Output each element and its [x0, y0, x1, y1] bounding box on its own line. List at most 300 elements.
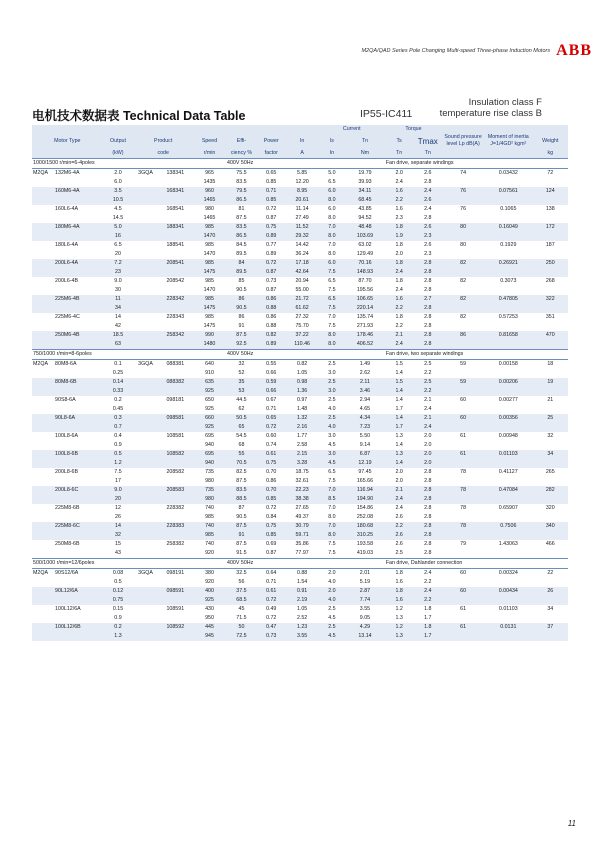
ts-tn: 2.0	[395, 469, 403, 475]
is-in: 8.0	[328, 514, 336, 520]
empty-cell	[442, 304, 484, 313]
empty-cell	[158, 405, 193, 414]
current-a: 20.94	[295, 278, 309, 284]
motor-type: 250M6-4B	[55, 332, 80, 338]
power-factor: 0.59	[266, 379, 277, 385]
is-in: 4.5	[328, 460, 336, 466]
speed: 985	[205, 224, 214, 230]
empty-cell	[54, 531, 103, 540]
empty-cell	[533, 340, 568, 350]
inertia: 0.1065	[500, 206, 517, 212]
speed: 695	[205, 433, 214, 439]
ts-tn: 1.2	[395, 624, 403, 630]
motor-type: 200L8-6B	[55, 469, 79, 475]
empty-cell	[442, 322, 484, 331]
inertia: 0.00948	[498, 433, 518, 439]
product-code: 088382	[166, 379, 185, 385]
table-row	[32, 495, 568, 504]
torque-nm: 154.86	[356, 505, 374, 511]
empty-cell	[133, 387, 157, 396]
torque-nm: 43.85	[358, 206, 372, 212]
weight: 124	[545, 188, 555, 194]
empty-cell	[54, 250, 103, 259]
motor-type: 100L12/6A	[55, 606, 81, 612]
output-kw: 0.2	[114, 397, 122, 403]
product-code: 208583	[166, 487, 185, 493]
empty-cell	[133, 268, 157, 277]
motor-type: 180L6-4A	[55, 242, 79, 248]
current-a: 2.58	[296, 442, 308, 448]
output-kw: 1.2	[114, 460, 122, 466]
product-prefix	[133, 223, 157, 232]
torque-nm: 4.65	[359, 406, 371, 412]
product-code: 098591	[166, 588, 185, 594]
sound-level: 61	[460, 624, 467, 630]
efficiency: 87.5	[236, 523, 247, 529]
current-a: 18.75	[295, 469, 309, 475]
efficiency: 50.5	[236, 415, 247, 421]
table-row	[32, 540, 568, 549]
empty-cell	[533, 178, 568, 187]
tmax-tn: 2.2	[424, 370, 432, 376]
ts-tn: 1.5	[395, 361, 403, 367]
section-drive: Fan drive, separate windings	[385, 159, 568, 169]
product-prefix	[133, 331, 157, 340]
ts-tn: 2.2	[395, 523, 403, 529]
output-kw: 3.5	[114, 188, 122, 194]
sound-level: 61	[460, 451, 467, 457]
speed: 980	[205, 496, 214, 502]
ts-tn: 2.2	[395, 305, 403, 311]
motor-prefix	[32, 432, 54, 441]
ts-tn: 1.8	[395, 260, 403, 266]
inertia: 0.07561	[498, 188, 518, 194]
is-in: 6.0	[328, 206, 336, 212]
motor-type: 80M8-6A	[55, 361, 77, 367]
empty-cell	[133, 441, 157, 450]
empty-cell	[533, 513, 568, 522]
insulation-class: Insulation class F	[468, 97, 542, 108]
speed: 985	[205, 514, 214, 520]
current-a: 30.79	[295, 523, 309, 529]
product-code: 208542	[166, 278, 185, 284]
section-speed: 1000/1500 r/min=6-4poles	[32, 159, 226, 169]
current-a: 8.95	[296, 188, 308, 194]
motor-prefix	[32, 295, 54, 304]
current-a: 3.28	[296, 460, 308, 466]
product-prefix	[133, 540, 157, 549]
tmax-tn: 2.2	[424, 579, 432, 585]
empty-cell	[32, 322, 54, 331]
ts-tn: 1.4	[395, 397, 403, 403]
tmax-tn: 2.5	[424, 361, 432, 367]
product-code: 208582	[166, 469, 185, 475]
product-prefix	[133, 414, 157, 423]
product-code: 108581	[166, 433, 185, 439]
empty-cell	[533, 578, 568, 587]
current-a: 1.54	[296, 579, 308, 585]
is-in: 8.0	[328, 215, 336, 221]
empty-cell	[32, 387, 54, 396]
is-in: 3.0	[328, 451, 336, 457]
torque-nm: 178.46	[356, 332, 374, 338]
empty-cell	[484, 549, 533, 559]
empty-cell	[133, 322, 157, 331]
abb-logo: ABB	[556, 42, 592, 59]
motor-type: 225M8-6C	[55, 523, 80, 529]
table-row	[32, 414, 568, 423]
torque-nm: 180.68	[356, 523, 374, 529]
empty-cell	[533, 387, 568, 396]
speed: 985	[205, 260, 214, 266]
efficiency: 83.5	[236, 224, 247, 230]
empty-cell	[158, 531, 193, 540]
empty-cell	[158, 459, 193, 468]
code-unit: code	[157, 150, 169, 156]
is-in: 6.5	[328, 296, 336, 302]
inertia: 0.0131	[500, 624, 517, 630]
power-factor: 0.69	[266, 541, 277, 547]
empty-cell	[533, 322, 568, 331]
is-in: 4.0	[328, 597, 336, 603]
table-row	[32, 513, 568, 522]
ts-tn: 2.0	[395, 478, 403, 484]
table-row	[32, 432, 568, 441]
is-in: 7.0	[328, 242, 336, 248]
efficiency: 71.5	[236, 615, 247, 621]
tmax-tn: 2.1	[424, 415, 432, 421]
output-kw: 7.5	[114, 469, 122, 475]
torque-nm: 1.49	[359, 361, 371, 367]
sound-level: 86	[460, 332, 467, 338]
is-in: 2.5	[328, 624, 336, 630]
inertia: 0.00158	[498, 361, 518, 367]
speed: 1475	[203, 323, 216, 329]
power-factor: 0.70	[266, 487, 277, 493]
table-row	[32, 549, 568, 559]
empty-cell	[158, 632, 193, 641]
product-prefix	[133, 259, 157, 268]
ts-tn: 1.8	[395, 242, 403, 248]
product-code: 168541	[166, 206, 185, 212]
empty-cell	[158, 441, 193, 450]
weight: 25	[547, 415, 554, 421]
empty-cell	[32, 549, 54, 559]
table-row	[32, 423, 568, 432]
output-kw: 11	[115, 296, 121, 302]
weight: 138	[545, 206, 555, 212]
empty-cell	[442, 596, 484, 605]
product-prefix	[133, 605, 157, 614]
empty-cell	[133, 340, 157, 350]
speed: 650	[205, 397, 214, 403]
empty-cell	[533, 531, 568, 540]
ts-tn: 1.8	[395, 588, 403, 594]
efficiency: 92.5	[236, 341, 247, 347]
torque-nm: 5.19	[359, 579, 371, 585]
table-row	[32, 450, 568, 459]
speed: 1470	[203, 287, 216, 293]
motor-prefix	[32, 540, 54, 549]
current-a: 0.98	[296, 379, 308, 385]
empty-cell	[54, 632, 103, 641]
product-code: 138341	[166, 170, 185, 176]
torque-nm: 193.58	[356, 541, 374, 547]
tmax-tn: 2.8	[424, 514, 432, 520]
empty-cell	[158, 495, 193, 504]
weight: 282	[545, 487, 555, 493]
empty-cell	[484, 632, 533, 641]
sound-header: Sound pressure level Lp dB(A)	[444, 134, 482, 147]
speed: 920	[205, 550, 214, 556]
speed: 940	[205, 442, 214, 448]
motor-type: 100L12/6B	[55, 624, 81, 630]
product-prefix	[133, 587, 157, 596]
is-in: 7.0	[328, 523, 336, 529]
empty-cell	[533, 196, 568, 205]
sound-level: 76	[460, 206, 467, 212]
power-factor: 0.75	[266, 523, 277, 529]
empty-cell	[484, 614, 533, 623]
power-factor: 0.66	[266, 370, 277, 376]
power-factor: 0.66	[266, 388, 277, 394]
power-factor: 0.65	[266, 415, 277, 421]
empty-cell	[442, 495, 484, 504]
torque-nm: 68.45	[358, 197, 372, 203]
empty-cell	[484, 459, 533, 468]
section-voltage: 400V 50Hz	[226, 159, 385, 169]
torque-nm: 70.16	[358, 260, 372, 266]
is-in: 8.0	[328, 233, 336, 239]
empty-cell	[442, 369, 484, 378]
table-row	[32, 405, 568, 414]
is-in: 7.5	[328, 287, 336, 293]
speed: 985	[205, 532, 214, 538]
is-in: 6.5	[328, 469, 336, 475]
empty-cell	[133, 369, 157, 378]
current-a: 5.85	[296, 170, 308, 176]
ts-tn: 1.8	[395, 314, 403, 320]
efficiency: 91.5	[236, 550, 247, 556]
tmax-tn: 2.8	[424, 341, 432, 347]
inertia-header: Moment of inertia J=1/4GD² kgm²	[487, 134, 529, 147]
kw-unit: (kW)	[112, 150, 124, 156]
tmax-tn: 2.0	[424, 460, 432, 466]
motor-type: 180M6-4A	[55, 224, 80, 230]
page-title: 电机技术数据表 Technical Data Table	[32, 109, 246, 123]
motor-prefix	[32, 259, 54, 268]
empty-cell	[32, 531, 54, 540]
tmax-tn: 2.4	[424, 406, 432, 412]
table-row	[32, 605, 568, 614]
output-kw: 0.15	[112, 606, 124, 612]
product-prefix	[133, 241, 157, 250]
empty-cell	[442, 232, 484, 241]
empty-cell	[133, 477, 157, 486]
is-in: 8.0	[328, 251, 336, 257]
is-in: 7.5	[328, 269, 336, 275]
current-a: 38.38	[295, 496, 309, 502]
ts-tn: 1.4	[395, 370, 403, 376]
empty-cell	[484, 214, 533, 223]
table-row	[32, 187, 568, 196]
empty-cell	[32, 214, 54, 223]
efficiency: 56	[238, 579, 245, 585]
is-in: 2.5	[328, 415, 336, 421]
empty-cell	[54, 459, 103, 468]
is-in: 7.0	[328, 314, 336, 320]
torque-nm: 34.11	[358, 188, 372, 194]
table-row	[32, 587, 568, 596]
output-kw: 12	[115, 505, 121, 511]
empty-cell	[533, 477, 568, 486]
tmax-tn: 2.8	[424, 478, 432, 484]
power-factor: 0.84	[266, 514, 277, 520]
ts-tn: 1.7	[395, 406, 403, 412]
product-prefix: 3GQA	[138, 170, 153, 176]
empty-cell	[442, 405, 484, 414]
empty-cell	[442, 286, 484, 295]
table-row	[32, 387, 568, 396]
table-row	[32, 486, 568, 495]
ts-tn: 2.3	[395, 215, 403, 221]
table-row	[32, 214, 568, 223]
current-a: 1.32	[296, 415, 308, 421]
speed: 1475	[203, 305, 216, 311]
torque-nm: 165.66	[356, 478, 374, 484]
empty-cell	[484, 513, 533, 522]
empty-cell	[133, 423, 157, 432]
empty-cell	[484, 405, 533, 414]
table-row	[32, 178, 568, 187]
current-a: 0.82	[296, 361, 308, 367]
output-kw: 17	[115, 478, 121, 484]
current-a: 1.05	[296, 370, 308, 376]
power-factor: 0.72	[266, 260, 277, 266]
sound-level: 80	[460, 242, 467, 248]
table-row	[32, 304, 568, 313]
output-kw: 0.1	[114, 361, 122, 367]
page-number: 11	[567, 819, 576, 828]
table-row	[32, 632, 568, 641]
speed: 740	[205, 541, 214, 547]
empty-cell	[32, 250, 54, 259]
torque-nm: 252.08	[356, 514, 374, 520]
efficiency: 89.5	[236, 269, 247, 275]
motor-prefix	[32, 277, 54, 286]
sound-level: 61	[460, 433, 467, 439]
empty-cell	[533, 304, 568, 313]
speed: 660	[205, 415, 214, 421]
current-a: 55.00	[295, 287, 309, 293]
is-in: 7.5	[328, 305, 336, 311]
output-kw: 63	[115, 341, 121, 347]
sound-level: 78	[460, 523, 467, 529]
inertia: 0.16049	[498, 224, 518, 230]
empty-cell	[54, 340, 103, 350]
speed: 990	[205, 332, 214, 338]
empty-cell	[484, 340, 533, 350]
motor-prefix	[32, 187, 54, 196]
table-row	[32, 340, 568, 350]
speed: 985	[205, 296, 214, 302]
motor-prefix	[32, 396, 54, 405]
ts-tn: 1.8	[395, 570, 403, 576]
table-row	[32, 578, 568, 587]
motor-prefix	[32, 205, 54, 214]
efficiency: 68.5	[236, 597, 247, 603]
inertia: 0.47805	[498, 296, 518, 302]
empty-cell	[533, 495, 568, 504]
tmax-tn: 2.8	[424, 496, 432, 502]
product-prefix: 3GQA	[138, 570, 153, 576]
efficiency: 52	[238, 370, 245, 376]
table-row	[32, 313, 568, 322]
is-in: 6.5	[328, 278, 336, 284]
empty-cell	[442, 196, 484, 205]
power-factor: 0.67	[266, 397, 277, 403]
product-prefix	[133, 504, 157, 513]
tmax-tn: 2.4	[424, 424, 432, 430]
sound-level: 78	[460, 505, 467, 511]
tmax-tn: 2.8	[424, 269, 432, 275]
empty-cell	[54, 369, 103, 378]
power-factor: 0.70	[266, 469, 277, 475]
motor-type: 100L8-6A	[55, 433, 79, 439]
ts-tn: 2.2	[395, 197, 403, 203]
weight: 18	[547, 361, 554, 367]
torque-nm: 106.65	[356, 296, 374, 302]
current-a: 2.52	[296, 615, 308, 621]
weight-header: Weight	[542, 137, 559, 144]
inertia: 0.3073	[500, 278, 517, 284]
power-factor: 0.82	[266, 332, 277, 338]
ts-tn: 1.4	[395, 388, 403, 394]
rmin-unit: r/min	[203, 150, 216, 156]
output-kw: 0.5	[114, 451, 122, 457]
table-row	[32, 286, 568, 295]
torque-nm: 135.74	[356, 314, 374, 320]
motor-type: 90L8-6A	[55, 415, 76, 421]
power-factor: 0.87	[266, 550, 277, 556]
ts-tn: 1.7	[395, 424, 403, 430]
section-header	[32, 159, 568, 169]
ts-tn: 1.3	[395, 633, 403, 639]
product-code: 258382	[166, 541, 185, 547]
weight: 250	[545, 260, 555, 266]
table-row	[32, 205, 568, 214]
inertia: 0.00324	[498, 570, 518, 576]
insulation-info	[440, 97, 542, 119]
empty-cell	[54, 304, 103, 313]
is-in: 4.5	[328, 633, 336, 639]
inertia: 0.03432	[498, 170, 518, 176]
empty-cell	[133, 632, 157, 641]
table-row	[32, 322, 568, 331]
motor-prefix	[32, 605, 54, 614]
is-in: 5.0	[328, 170, 336, 176]
is-in: 3.0	[328, 388, 336, 394]
product-prefix	[133, 378, 157, 387]
page-header	[361, 42, 592, 60]
inertia: 0.00356	[498, 415, 518, 421]
empty-cell	[158, 214, 193, 223]
efficiency: 45	[238, 606, 245, 612]
output-kw: 0.14	[112, 379, 124, 385]
empty-cell	[133, 495, 157, 504]
output-kw: 0.3	[114, 415, 122, 421]
empty-cell	[442, 549, 484, 559]
